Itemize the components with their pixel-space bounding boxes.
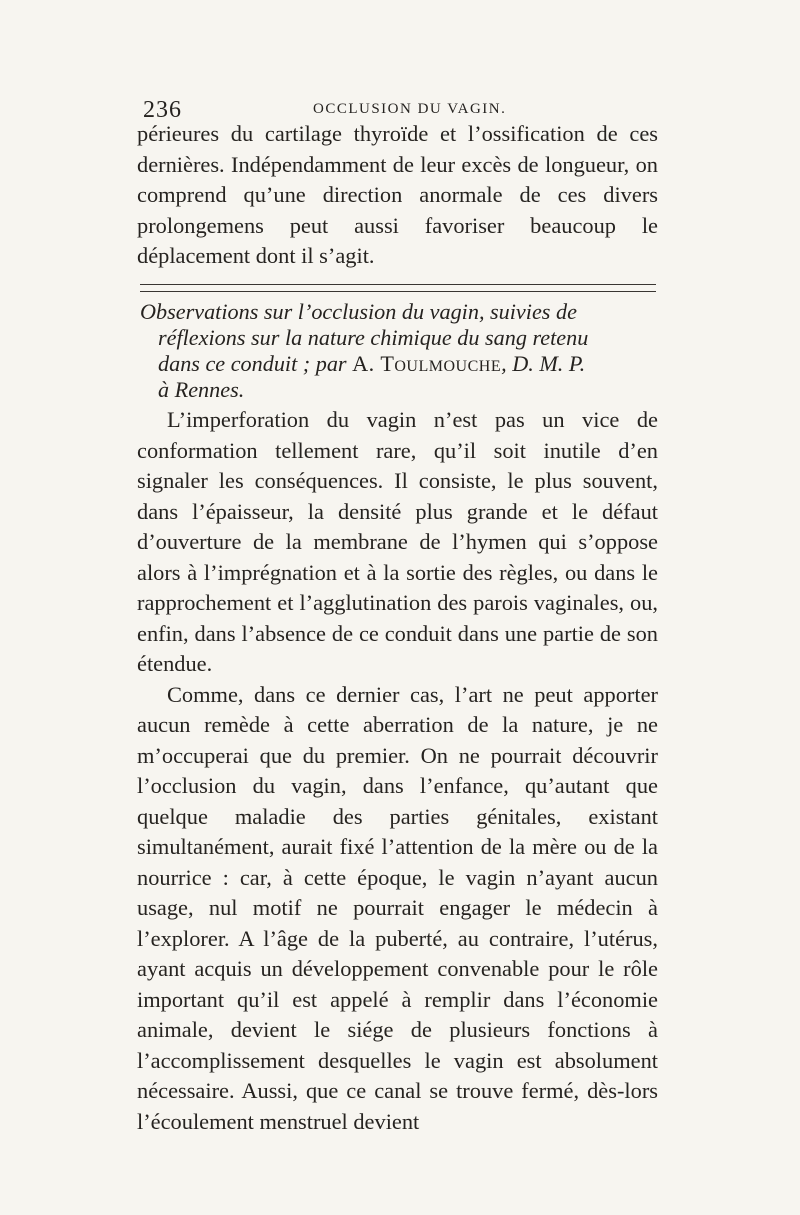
article-body [137, 405, 658, 1137]
title-line-4: à Rennes. [158, 377, 245, 402]
author-name: A. Toulmouche [352, 351, 502, 376]
page-number: 236 [143, 97, 182, 123]
title-line-2: réflexions sur la nature chimique du sang retenu [158, 325, 589, 350]
title-line-1: Observations sur l’occlusion du vagin, suivies de [140, 299, 577, 324]
title-line-3-prefix: dans ce conduit ; par [158, 351, 353, 376]
intro-paragraph-block [137, 119, 658, 272]
body-paragraph: Comme, dans ce dernier cas, l’art ne peut apporter aucun remède à cette aberration de la nature, je ne m’occuperai que du premier. On ne pourrait découvrir l’occlusion du vagin, dans l’enfance, qu’autant que quelque maladie des parties génitales, existant simultanément, aurait fixé l’attention de la mère ou de la nourrice : car, à cette époque, le vagin n’ayant aucun usage, nul motif ne pourrait engager le médecin à l’explorer. A l’âge de la puberté, au contraire, l’utérus, ayant acquis un développement convenable pour le rôle important qu’il est appelé à remplir dans l’économie animale, devient le siége de plusieurs fonctions à l’accomplissement desquelles le vagin est absolument nécessaire. Aussi, que ce canal se trouve fermé, dès-lors l’écoulement menstruel devient [137, 681, 658, 1134]
running-head: OCCLUSION DU VAGIN. [313, 101, 507, 117]
intro-paragraph: périeures du cartilage thyroïde et l’ossification de ces dernières. Indépendamment de leur excès de longueur, on comprend qu’une direction anormale de ces divers prolongemens peut aussi favoriser beaucoup le déplacement dont il s’agit. [137, 121, 658, 268]
body-paragraph: L’imperforation du vagin n’est pas un vice de conformation tellement rare, qu’il soit inutile d’en signaler les conséquences. Il consiste, le plus souvent, dans l’épaisseur, la densité plus grande et le défaut d’ouverture de la membrane de l’hymen qui s’oppose alors à l’imprégnation et à la sortie des règles, ou dans le rapprochement et l’agglutination des parois vaginales, ou, enfin, dans l’absence de ce conduit dans une partie de son étendue. [137, 407, 658, 676]
section-divider [140, 284, 656, 292]
title-line-3 [140, 351, 657, 377]
title-line-3-suffix: , D. M. P. [501, 351, 586, 376]
article-title [140, 299, 657, 403]
